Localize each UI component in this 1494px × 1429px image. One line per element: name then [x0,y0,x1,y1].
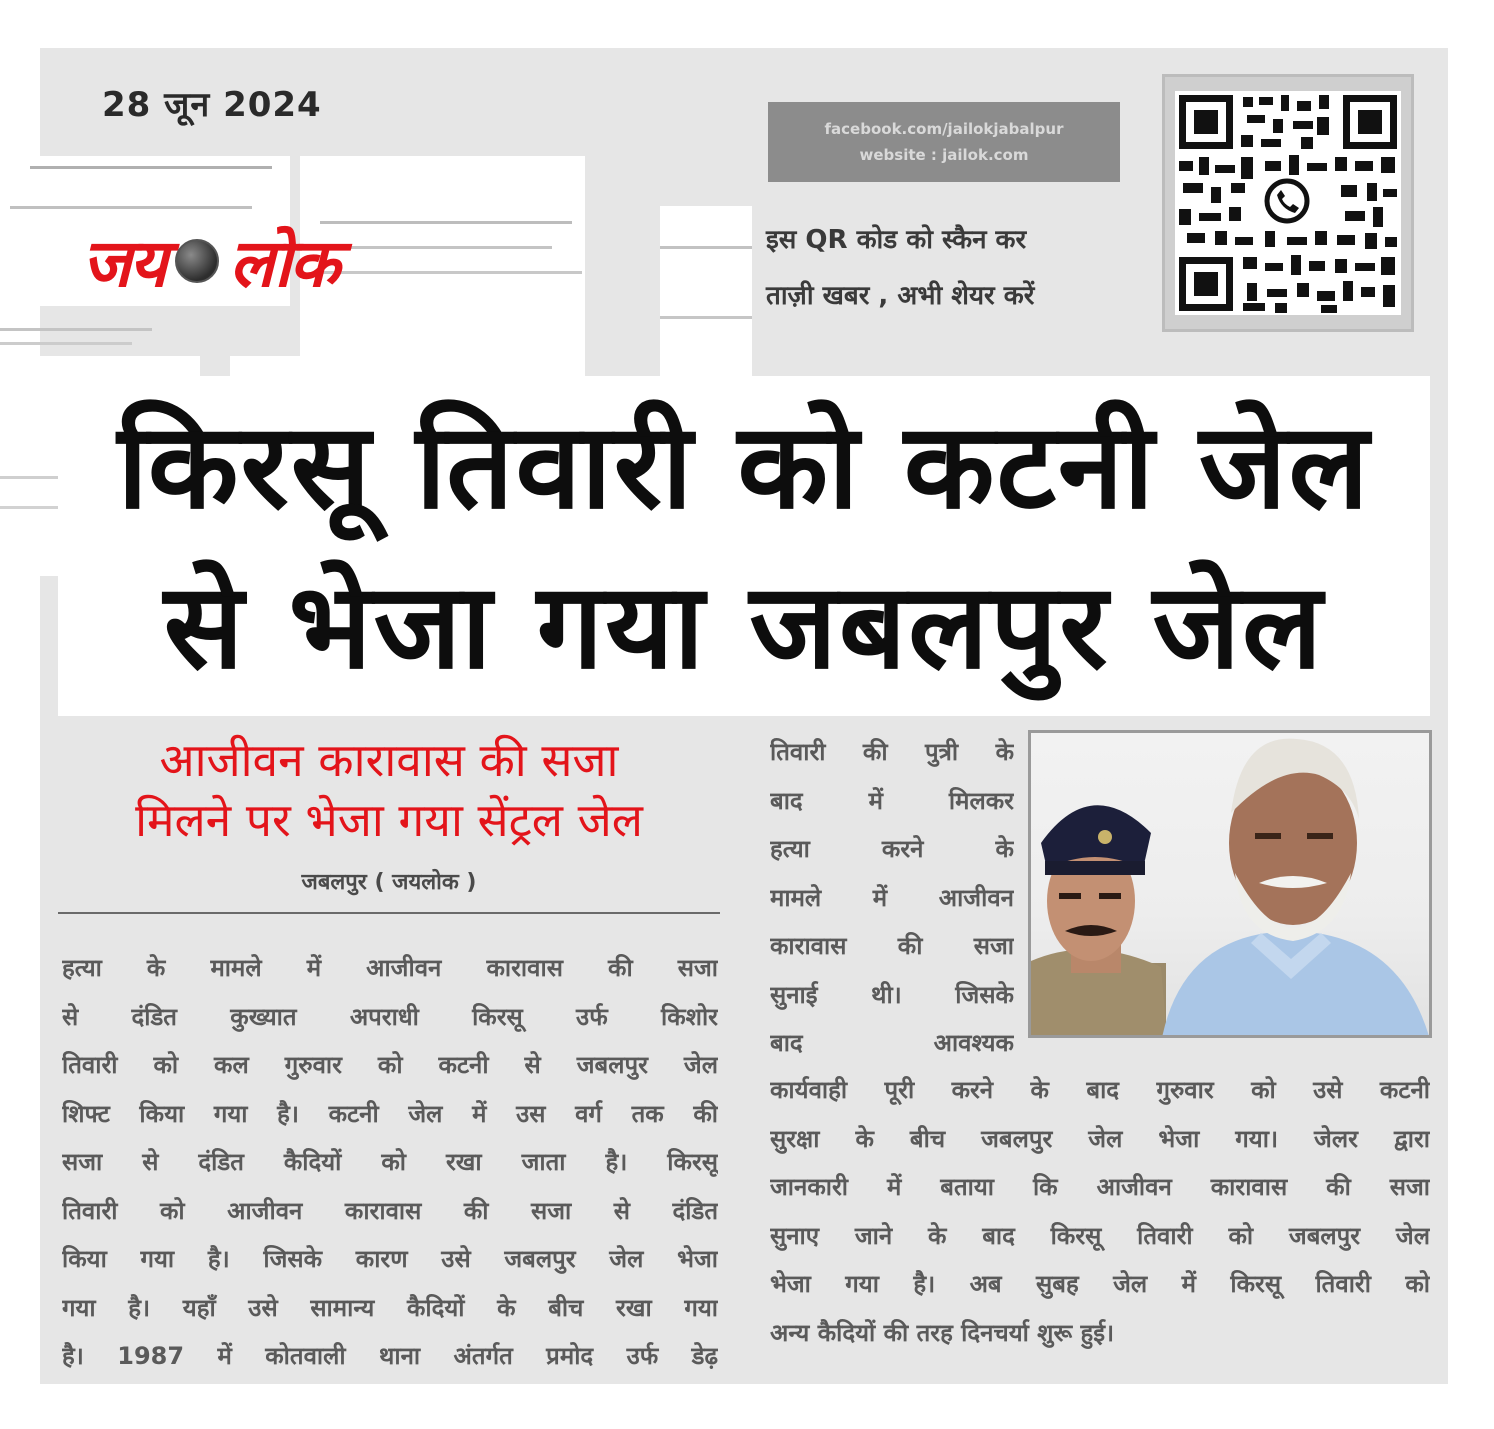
logo-word-right: लोक [229,225,338,302]
article-line: मामले में आजीवन [770,883,1014,912]
article-line: कार्यवाही पूरी करने के बाद गुरुवार को उसे कटनी [770,1076,1430,1104]
article-line: हत्या करने के [770,835,1014,863]
article-line: तिवारी की पुत्री के [770,738,1014,766]
qr-code [1162,74,1414,332]
divider [58,912,720,914]
article-column-3 [770,1066,1430,1357]
article-line: सुरक्षा के बीच जबलपुर जेल भेजा गया। जेलर द्वारा [770,1124,1430,1153]
website-link-text: website : jailok.com [859,146,1029,164]
issue-date: 28 जून 2024 [102,85,322,125]
article-line: बाद आवश्यक [770,1029,1014,1057]
article-line: से दंडित कुख्यात अपराधी किरसू उर्फ किशोर [62,1002,718,1031]
qr-code-icon [1175,91,1401,315]
logo-word-left: जय [82,225,166,302]
article-line: गया है। यहाँ उसे सामान्य कैदियों के बीच रखा गया [62,1293,718,1322]
qr-promo-text [766,212,1106,324]
article-line: अन्य कैदियों की तरह दिनचर्या शुरू हुई। [770,1318,1115,1347]
dateline: जबलपुर ( जयलोक ) [301,870,477,895]
article-line: बाद में मिलकर [770,786,1014,815]
headline-line-2: से भेजा गया जबलपुर जेल [163,557,1325,695]
qr-promo-line-1: इस QR कोड को स्कैन कर [766,225,1027,255]
article-column-2 [770,728,1014,1068]
contact-box [768,102,1120,182]
article-line: सुनाए जाने के बाद किरसू तिवारी को जबलपुर जेल [770,1221,1430,1250]
article-line: सुनाई थी। जिसके [770,980,1014,1009]
article-line: कारावास की सजा [770,932,1014,960]
facebook-link-text: facebook.com/jailokjabalpur [824,120,1064,138]
article-line: भेजा गया है। अब सुबह जेल में किरसू तिवारी को [770,1270,1430,1298]
main-headline [58,376,1430,716]
article-line: किया गया है। जिसके कारण उसे जबलपुर जेल भेजा [62,1245,718,1273]
globe-icon [175,239,219,283]
two-men-photo-icon [1031,733,1429,1035]
article-line: जानकारी में बताया कि आजीवन कारावास की सजा [770,1173,1430,1201]
sub-headline-line-1: आजीवन कारावास की सजा [159,733,619,787]
article-line: तिवारी को कल गुरुवार को कटनी से जबलपुर जेल [62,1051,718,1079]
newspaper-logo [82,216,338,306]
sub-headline-line-2: मिलने पर भेजा गया सेंट्रल जेल [135,793,643,847]
article-line: सजा से दंडित कैदियों को रखा जाता है। किरसू [62,1148,718,1176]
article-line: तिवारी को आजीवन कारावास की सजा से दंडित [62,1196,718,1225]
article-column-1 [62,944,718,1381]
headline-line-1: किरसू तिवारी को कटनी जेल [117,397,1371,535]
article-line: है। 1987 में कोतवाली थाना अंतर्गत प्रमोद उर्फ डेढ़ [62,1342,718,1370]
sub-headline [58,730,720,850]
article-line: हत्या के मामले में आजीवन कारावास की सजा [62,954,718,982]
qr-promo-line-2: ताज़ी खबर , अभी शेयर करें [766,281,1035,311]
article-line: शिफ्ट किया गया है। कटनी जेल में उस वर्ग तक की [62,1099,718,1128]
news-photo [1028,730,1432,1038]
